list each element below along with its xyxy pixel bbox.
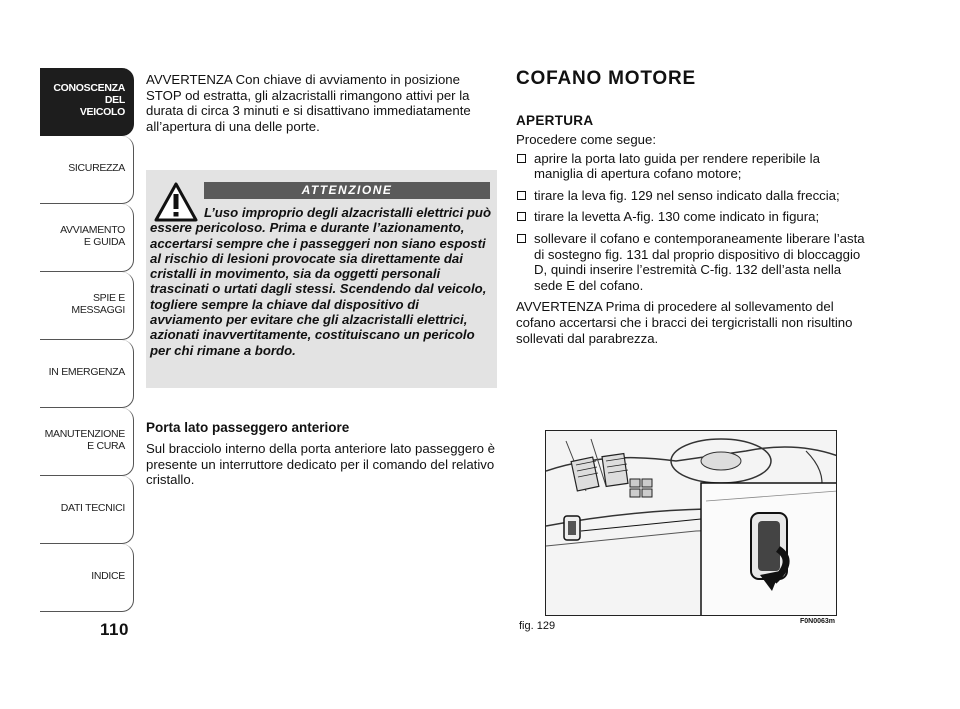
list-item — [516, 231, 866, 293]
figure-code: F0N0063m — [800, 618, 836, 625]
section-heading: APERTURA — [516, 113, 594, 128]
list-item — [516, 188, 866, 204]
section-subheading: Porta lato passeggero anteriore — [146, 420, 350, 435]
steps-list — [516, 151, 866, 294]
hood-release-illustration — [546, 431, 837, 616]
tab-label: DATI TECNICI — [60, 502, 125, 514]
tab-avviamento-e-guida[interactable] — [40, 204, 134, 272]
tab-conoscenza-del-veicolo[interactable] — [40, 68, 134, 136]
step-text: tirare la levetta A-fig. 130 come indicato in figura; — [534, 209, 820, 225]
chapter-tabs — [40, 68, 134, 612]
checkbox-bullet-icon — [517, 212, 526, 221]
tab-label: IN EMERGENZA — [48, 366, 125, 378]
page-title: COFANO MOTORE — [516, 68, 696, 89]
tab-label: SPIE E — [92, 292, 125, 304]
tab-label: INDICE — [91, 570, 125, 582]
intro-text: Procedere come segue: — [516, 132, 657, 147]
tab-indice[interactable] — [40, 544, 134, 612]
tab-label: AVVIAMENTO — [60, 224, 125, 236]
tab-label: CONOSCENZA — [53, 82, 125, 94]
checkbox-bullet-icon — [517, 191, 526, 200]
tab-label: MESSAGGI — [71, 304, 125, 316]
tab-label: SICUREZZA — [68, 162, 125, 174]
step-text: aprire la porta lato guida per rendere reperibile la maniglia di apertura cofano motore; — [534, 150, 820, 182]
warning-text: L’uso improprio degli alzacristalli elettrici può essere pericoloso. Prima e durante l’azionamento, accertarsi sempre che i passeggeri non siano esposti al rischio di lesioni provocate sia direttamente dai cristalli in movimento, sia da oggetti personali trascinati o urtati dagli stessi. Scendendo dal veicolo, togliere sempre la chiave dal dispositivo di avviamento per evitare che gli alzacristalli elettrici, azionati inavvertitamente, costituiscano un pericolo per chi rimane a bordo. — [150, 205, 492, 358]
passenger-door-paragraph: Sul bracciolo interno della porta anteriore lato passeggero è presente un interruttore dedicato per il comando del relativo cristallo. — [146, 441, 495, 488]
tab-in-emergenza[interactable] — [40, 340, 134, 408]
left-column — [146, 72, 496, 134]
figure-129 — [545, 430, 837, 616]
checkbox-bullet-icon — [517, 234, 526, 243]
tab-label: VEICOLO — [79, 106, 125, 118]
right-column — [516, 68, 866, 346]
tab-dati-tecnici[interactable] — [40, 476, 134, 544]
tab-spie-e-messaggi[interactable] — [40, 272, 134, 340]
avvertenza-paragraph: AVVERTENZA Con chiave di avviamento in posizione STOP od estratta, gli alzacristalli rimangono attivi per la durata di circa 3 minuti e si disattivano immediatamente all’apertura di una delle porte. — [146, 72, 471, 134]
tab-manutenzione-e-cura[interactable] — [40, 408, 134, 476]
list-item — [516, 209, 866, 225]
tab-sicurezza[interactable] — [40, 136, 134, 204]
warning-heading: ATTENZIONE — [204, 182, 490, 199]
tab-label: E GUIDA — [83, 236, 125, 248]
figure-caption: fig. 129 — [519, 620, 556, 632]
checkbox-bullet-icon — [517, 154, 526, 163]
tab-label: E CURA — [87, 440, 125, 452]
page-number: 110 — [100, 620, 129, 639]
tab-label: DEL — [104, 94, 125, 106]
step-text: tirare la leva fig. 129 nel senso indicato dalla freccia; — [534, 187, 840, 203]
step-text: sollevare il cofano e contemporaneamente liberare l’asta di sostegno fig. 131 dal proprio dispositivo di bloccaggio D, quindi inserire l’estremità C-fig. 132 dell’asta nella sede E del cofano. — [534, 230, 865, 293]
list-item — [516, 151, 866, 182]
note-paragraph: AVVERTENZA Prima di procedere al sollevamento del cofano accertarsi che i bracci dei tergicristalli non risultino sollevati dal parabrezza. — [516, 299, 853, 346]
warning-box — [146, 170, 497, 388]
tab-label: MANUTENZIONE — [44, 428, 125, 440]
